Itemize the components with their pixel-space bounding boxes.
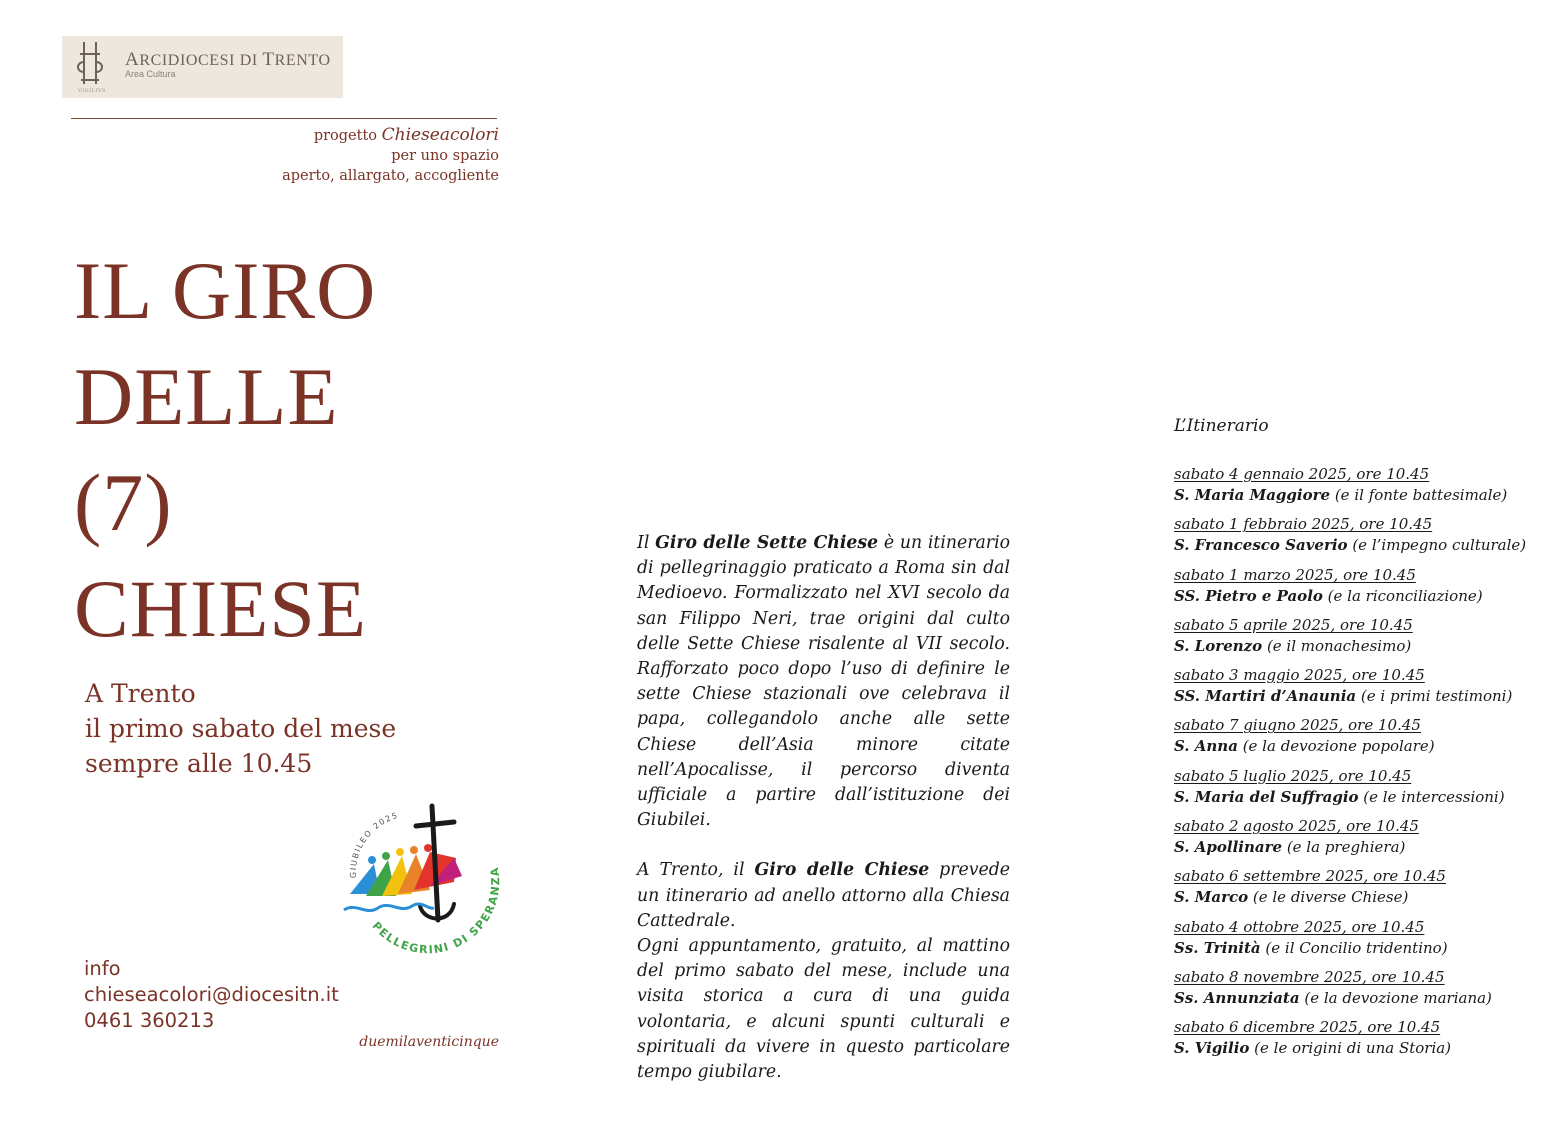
itinerary-church: S. Maria del Suffragio (e le intercessioni) (1174, 787, 1505, 806)
itinerary-church: SS. Martiri d’Anaunia (e i primi testimoni) (1174, 687, 1513, 706)
header-divider (71, 118, 497, 119)
subtitle-line-3: sempre alle 10.45 (85, 749, 313, 778)
jubilee-bottom-text: PELLEGRINI DI SPERANZA (369, 865, 503, 957)
project-line-2: per uno spazio (391, 148, 499, 164)
itinerary-date: sabato 1 febbraio 2025, ore 10.45 (1174, 515, 1433, 534)
pilgrims-figures-icon (350, 844, 462, 896)
diocese-department: Area Cultura (125, 69, 176, 79)
itinerary-date: sabato 5 luglio 2025, ore 10.45 (1174, 766, 1412, 785)
itinerary-date: sabato 6 settembre 2025, ore 10.45 (1174, 867, 1446, 886)
project-block (282, 125, 499, 186)
intro-text (637, 531, 1010, 1085)
footer-year: duemilaventicinque (359, 1034, 499, 1050)
diocese-logo (62, 36, 343, 98)
itinerary-church: Ss. Annunziata (e la devozione mariana) (1174, 988, 1492, 1007)
project-line-3: aperto, allargato, accogliente (282, 168, 499, 184)
itinerary-date: sabato 3 maggio 2025, ore 10.45 (1174, 666, 1425, 685)
intro-paragraph-3: Ogni appuntamento, gratuito, al mattino del primo sabato del mese, include una visita storica a cura di una guida volontaria, e alcuni spunti culturali e spirituali da vivere in questo particolare tempo giubilare. (637, 936, 1010, 1083)
contact-info (84, 956, 339, 1034)
title-line-4: CHIESE (74, 563, 367, 654)
itinerary-entry (1174, 665, 1544, 715)
subtitle-line-1: A Trento (85, 679, 196, 708)
itinerary-date: sabato 5 aprile 2025, ore 10.45 (1174, 615, 1413, 634)
itinerary-date: sabato 2 agosto 2025, ore 10.45 (1174, 817, 1419, 836)
itinerary-entry (1174, 1017, 1544, 1067)
itinerary (1174, 414, 1544, 1068)
itinerary-church: S. Maria Maggiore (e il fonte battesimale) (1174, 486, 1508, 504)
itinerary-church: S. Francesco Saverio (e l’impegno culturale) (1174, 536, 1527, 555)
subtitle (85, 676, 396, 781)
itinerary-title: L’Itinerario (1174, 416, 1269, 436)
project-name: Chieseacolori (381, 125, 499, 145)
logo-mark-caption: VIGILIVS (78, 88, 106, 94)
itinerary-entry (1174, 766, 1544, 816)
itinerary-church: Ss. Trinità (e il Concilio tridentino) (1174, 938, 1448, 957)
subtitle-line-2: il primo sabato del mese (85, 714, 397, 743)
itinerary-date: sabato 6 dicembre 2025, ore 10.45 (1174, 1018, 1441, 1037)
itinerary-list (1174, 464, 1544, 1068)
itinerary-church: S. Anna (e la devozione popolare) (1174, 737, 1435, 756)
vigilius-emblem-icon (72, 40, 108, 90)
title-line-1: IL GIRO (74, 245, 377, 336)
jubilee-2025-logo (334, 798, 504, 958)
itinerary-date: sabato 7 giugno 2025, ore 10.45 (1174, 716, 1421, 735)
itinerary-entry (1174, 816, 1544, 866)
itinerary-entry (1174, 565, 1544, 615)
intro-paragraph-2: A Trento, il Giro delle Chiese prevede un itinerario ad anello attorno alla Chiesa Cattedrale. (637, 860, 1011, 931)
itinerary-date: sabato 8 novembre 2025, ore 10.45 (1174, 967, 1445, 986)
itinerary-date: sabato 4 ottobre 2025, ore 10.45 (1174, 917, 1425, 936)
itinerary-church: S. Lorenzo (e il monachesimo) (1174, 636, 1412, 655)
itinerary-date: sabato 4 gennaio 2025, ore 10.45 (1174, 465, 1430, 483)
itinerary-church: S. Apollinare (e la preghiera) (1174, 838, 1406, 857)
title-line-2: DELLE (74, 351, 339, 442)
project-line-1: progetto Chieseacolori (313, 125, 499, 145)
itinerary-church: S. Marco (e le diverse Chiese) (1174, 888, 1409, 907)
itinerary-church: SS. Pietro e Paolo (e la riconciliazione) (1174, 586, 1483, 605)
itinerary-entry (1174, 917, 1544, 967)
jubilee-top-text: GIUBILEO 2025 (348, 810, 400, 879)
itinerary-church: S. Vigilio (e le origini di una Storia) (1174, 1039, 1452, 1058)
itinerary-date: sabato 1 marzo 2025, ore 10.45 (1174, 565, 1416, 584)
contact-label: info (84, 957, 121, 980)
itinerary-entry (1174, 715, 1544, 765)
title-line-3: (7) (74, 457, 173, 548)
contact-email[interactable]: chieseacolori@diocesitn.it (84, 983, 339, 1006)
diocese-name: ARCIDIOCESI DI TRENTO (125, 49, 331, 70)
intro-paragraph-1: Il Giro delle Sette Chiese è un itinerario di pellegrinaggio praticato a Roma sin dal Medioevo. Formalizzato nel XVI secolo da san Filippo Neri, trae origini dal culto delle Sette Chiese risalente al VII secolo. Rafforzato poco dopo l’uso di definire le sette Chiese stazionali ove celebrava il papa, collegandolo anche alle sette Chiese dell’Asia minore citate nell’Apocalisse, il percorso diventa ufficiale a partire dall’istituzione dei Giubilei. (637, 533, 1010, 831)
itinerary-entry (1174, 615, 1544, 665)
itinerary-entry (1174, 464, 1544, 514)
contact-phone[interactable]: 0461 360213 (84, 1009, 215, 1032)
itinerary-entry (1174, 866, 1544, 916)
itinerary-entry (1174, 514, 1544, 564)
itinerary-entry (1174, 967, 1544, 1017)
